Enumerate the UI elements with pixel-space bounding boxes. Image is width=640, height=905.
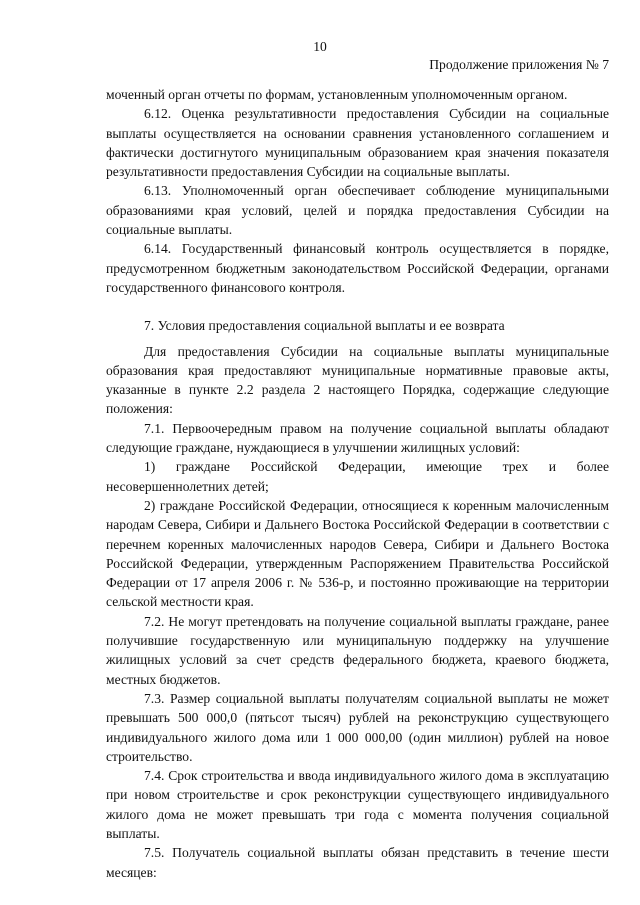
paragraph-6-14: 6.14. Государственный финансовый контроль осуществляется в порядке, предусмотренном бюджетным законодательством Российской Федерации, органами государственного финансового контроля. xyxy=(106,241,609,295)
paragraph-7-1-item-1: 1) граждане Российской Федерации, имеющие трех и более несовершеннолетних детей; xyxy=(106,459,609,494)
section-7-title: 7. Условия предоставления социальной выплаты и ее возврата xyxy=(144,318,505,334)
paragraph-7-1: 7.1. Первоочередным правом на получение социальной выплаты обладают следующие граждане, нуждающиеся в улучшении жилищных условий: xyxy=(106,420,609,456)
page-number: 10 xyxy=(313,39,327,54)
paragraph-7-5: 7.5. Получатель социальной выплаты обязан представить в течение шести месяцев: xyxy=(106,845,609,880)
paragraph-7-1-item-2: 2) граждане Российской Федерации, относящиеся к коренным малочисленным народам Севера, Сибири и Дальнего Востока Российской Федерации в соответствии с перечнем коренных малочисленных народов Севера, Сибири и Дальнего Востока Российской Федерации, утвержденным Распоряжением Правительства Российской Федерации от 17 апреля 2006 г. № 536-р, и постоянно проживающие на территории сельской местности края. xyxy=(106,497,609,610)
paragraph-continuation: моченный орган отчеты по формам, установленным уполномоченным органом. xyxy=(106,87,568,102)
paragraph-6-12: 6.12. Оценка результативности предоставления Субсидии на социальные выплаты осуществляется на основании сравнения установленного соглашением и фактически достигнутого муниципальным образованием края значения показателя результативности предоставления Субсидии на социальные выплаты. xyxy=(106,106,609,180)
document-body xyxy=(106,85,609,882)
paragraph-7-2: 7.2. Не могут претендовать на получение социальной выплаты граждане, ранее получившие государственную или муниципальную поддержку на улучшение жилищных условий за счет средств федерального бюджета, краевого бюджета, местных бюджетов. xyxy=(106,613,609,687)
paragraph-section-7-intro: Для предоставления Субсидии на социальные выплаты муниципальные образования края предоставляют муниципальные нормативные правовые акты, указанные в пункте 2.2 раздела 2 настоящего Порядка, содержащие следующие положения: xyxy=(106,343,609,417)
paragraph-7-3: 7.3. Размер социальной выплаты получателям социальной выплаты не может превышать 500 000,0 (пятьсот тысяч) рублей на реконструкцию существующего индивидуального жилого дома или 1 000 000,00 (один миллион) рублей на новое строительство. xyxy=(106,690,609,764)
paragraph-6-13: 6.13. Уполномоченный орган обеспечивает соблюдение муниципальными образованиями края условий, целей и порядка предоставления Субсидии на социальные выплаты. xyxy=(106,183,609,238)
appendix-continuation-note: Продолжение приложения № 7 xyxy=(429,57,609,72)
paragraph-7-4: 7.4. Срок строительства и ввода индивидуального жилого дома в эксплуатацию при новом строительстве и срок реконструкции существующего индивидуального жилого дома не может превышать три года с момента получения социальной выплаты. xyxy=(106,768,609,841)
